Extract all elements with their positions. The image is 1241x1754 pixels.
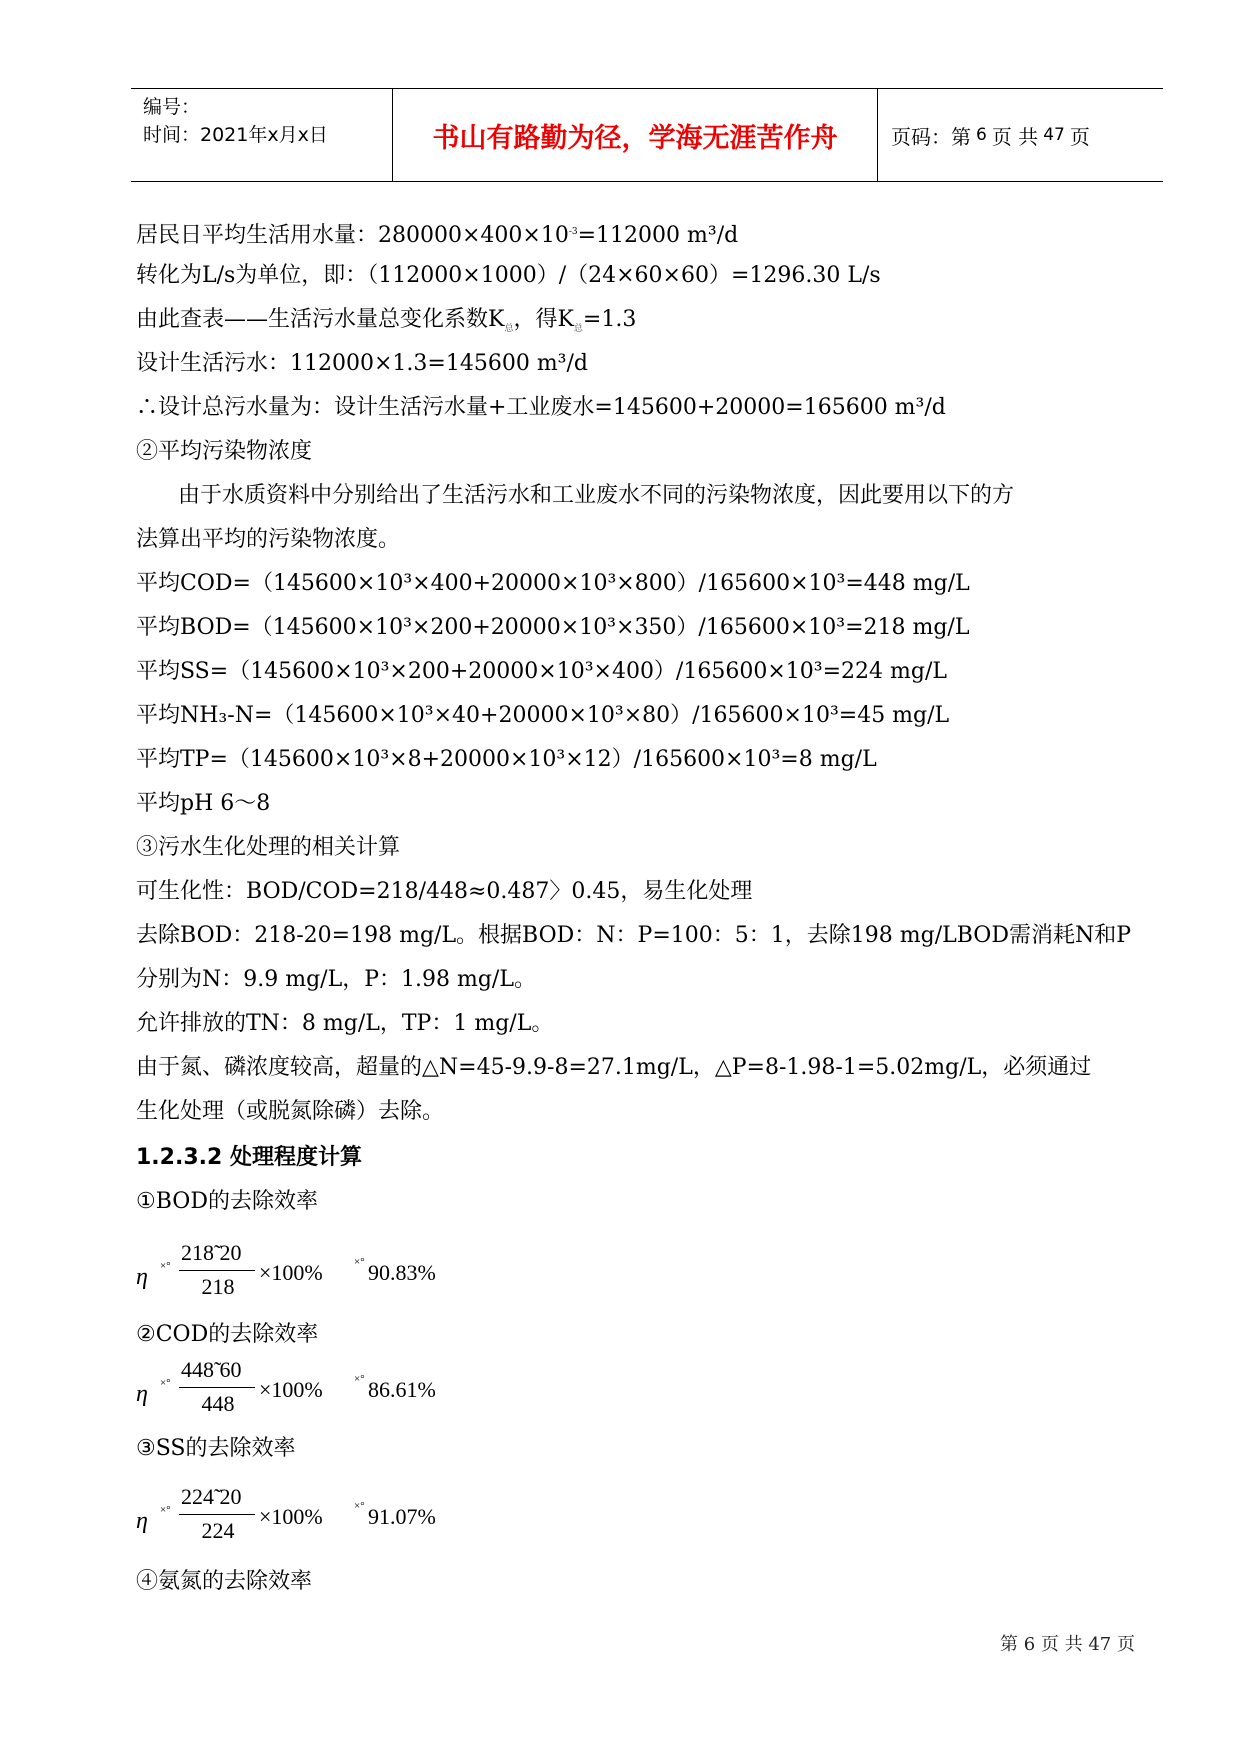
text-line: 平均BOD=（145600×10³×200+20000×10³×350）/165600×10³=218 mg/L xyxy=(136,615,970,640)
text-line: 分别为N：9.9 mg/L，P：1.98 mg/L。 xyxy=(136,967,536,992)
subscript: 总 xyxy=(573,324,583,334)
text-line: 可生化性：BOD/COD=218/448≈0.487〉0.45，易生化处理 xyxy=(136,879,753,904)
text-line: ③SS的去除效率 xyxy=(136,1436,296,1461)
text-line: ②COD的去除效率 xyxy=(136,1322,319,1347)
time-label: 时间：2021年x月x日 xyxy=(143,124,328,146)
text-line: ∴设计总污水量为：设计生活污水量+工业废水=145600+20000=165600 m³/d xyxy=(136,395,946,420)
result: 86.61% xyxy=(368,1377,436,1402)
garbled-glyph: ×° xyxy=(354,1256,365,1268)
page-total: 47 xyxy=(1043,125,1065,145)
text-segment: 由此查表——生活污水量总变化系数K xyxy=(136,307,505,332)
page-prefix: 页码：第 xyxy=(891,124,971,149)
numerator: 218̃ 20 xyxy=(181,1240,242,1265)
eta-symbol: η xyxy=(136,1508,148,1534)
numerator: 224̃ 20 xyxy=(181,1484,242,1509)
eta-symbol: η xyxy=(136,1381,148,1407)
text-line: 设计生活污水：112000×1.3=145600 m³/d xyxy=(136,351,588,376)
formula-ss xyxy=(136,1484,536,1554)
text-line: 平均COD=（145600×10³×400+20000×10³×800）/165600×10³=448 mg/L xyxy=(136,571,970,596)
subscript: 总 xyxy=(504,324,514,334)
page-mid: 页 共 xyxy=(991,124,1039,149)
denominator: 218 xyxy=(201,1274,235,1299)
text-line: ④氨氮的去除效率 xyxy=(136,1569,313,1594)
text-line: 去除BOD：218-20=198 mg/L。根据BOD：N：P=100：5：1，去除198 mg/LBOD需消耗N和P xyxy=(136,923,1132,948)
multiplier: ×100% xyxy=(259,1260,323,1285)
text-line: 由于氮、磷浓度较高，超量的△N=45-9.9-8=27.1mg/L，△P=8-1.98-1=5.02mg/L，必须通过 xyxy=(136,1055,1092,1080)
text-line: 平均pH 6～8 xyxy=(136,791,271,816)
text-segment: 居民日平均生活用水量：280000×400×10 xyxy=(136,223,569,248)
result: 91.07% xyxy=(368,1504,436,1529)
garbled-glyph: ×° xyxy=(160,1504,171,1516)
section-heading: 1.2.3.2 处理程度计算 xyxy=(136,1145,362,1170)
garbled-glyph: ×° xyxy=(160,1377,171,1389)
garbled-glyph: ×° xyxy=(160,1260,171,1272)
fraction-bar xyxy=(179,1514,255,1515)
denominator: 448 xyxy=(201,1391,235,1416)
fraction-bar xyxy=(179,1387,255,1388)
text-line: 平均SS=（145600×10³×200+20000×10³×400）/165600×10³=224 mg/L xyxy=(136,659,947,684)
page-suffix: 页 xyxy=(1069,124,1090,149)
text-segment: ，得K xyxy=(513,307,574,332)
superscript: -3 xyxy=(568,227,578,237)
header-meta xyxy=(143,93,393,149)
numerator: 448̃ 60 xyxy=(181,1357,242,1382)
text-segment: =1.3 xyxy=(582,307,637,332)
text-line: 平均NH₃-N=（145600×10³×40+20000×10³×80）/165600×10³=45 mg/L xyxy=(136,703,950,728)
eta-symbol: η xyxy=(136,1264,148,1290)
text-line: 允许排放的TN：8 mg/L，TP：1 mg/L。 xyxy=(136,1011,554,1036)
text-line: ③污水生化处理的相关计算 xyxy=(136,835,401,860)
header-page-info xyxy=(891,89,1090,181)
result: 90.83% xyxy=(368,1260,436,1285)
header-motto: 书山有路勤为径，学海无涯苦作舟 xyxy=(432,122,838,154)
fraction-bar xyxy=(179,1270,255,1271)
page-footer: 第 6 页 共 47 页 xyxy=(1000,1634,1135,1655)
text-line: ②平均污染物浓度 xyxy=(136,439,313,464)
formula-bod xyxy=(136,1240,536,1310)
header-divider xyxy=(877,89,878,181)
text-line: 生化处理（或脱氮除磷）去除。 xyxy=(136,1099,445,1124)
multiplier: ×100% xyxy=(259,1504,323,1529)
text-line xyxy=(136,217,738,251)
text-line: 转化为L/s为单位，即：（112000×1000）/（24×60×60）=1296.30 L/s xyxy=(136,263,881,288)
text-line: 平均TP=（145600×10³×8+20000×10³×12）/165600×10³=8 mg/L xyxy=(136,747,877,772)
garbled-glyph: ×° xyxy=(354,1500,365,1512)
header-table xyxy=(131,88,1163,182)
number-label: 编号： xyxy=(143,96,201,118)
garbled-glyph: ×° xyxy=(354,1373,365,1385)
text-line: 法算出平均的污染物浓度。 xyxy=(136,527,401,552)
text-line: ①BOD的去除效率 xyxy=(136,1189,318,1214)
page-number: 6 xyxy=(976,125,987,145)
text-line xyxy=(136,305,636,344)
denominator: 224 xyxy=(201,1518,235,1543)
text-segment: =112000 m³/d xyxy=(577,223,739,248)
text-line: 由于水质资料中分别给出了生活污水和工业废水不同的污染物浓度，因此要用以下的方 xyxy=(178,483,1015,508)
multiplier: ×100% xyxy=(259,1377,323,1402)
formula-cod xyxy=(136,1357,536,1427)
